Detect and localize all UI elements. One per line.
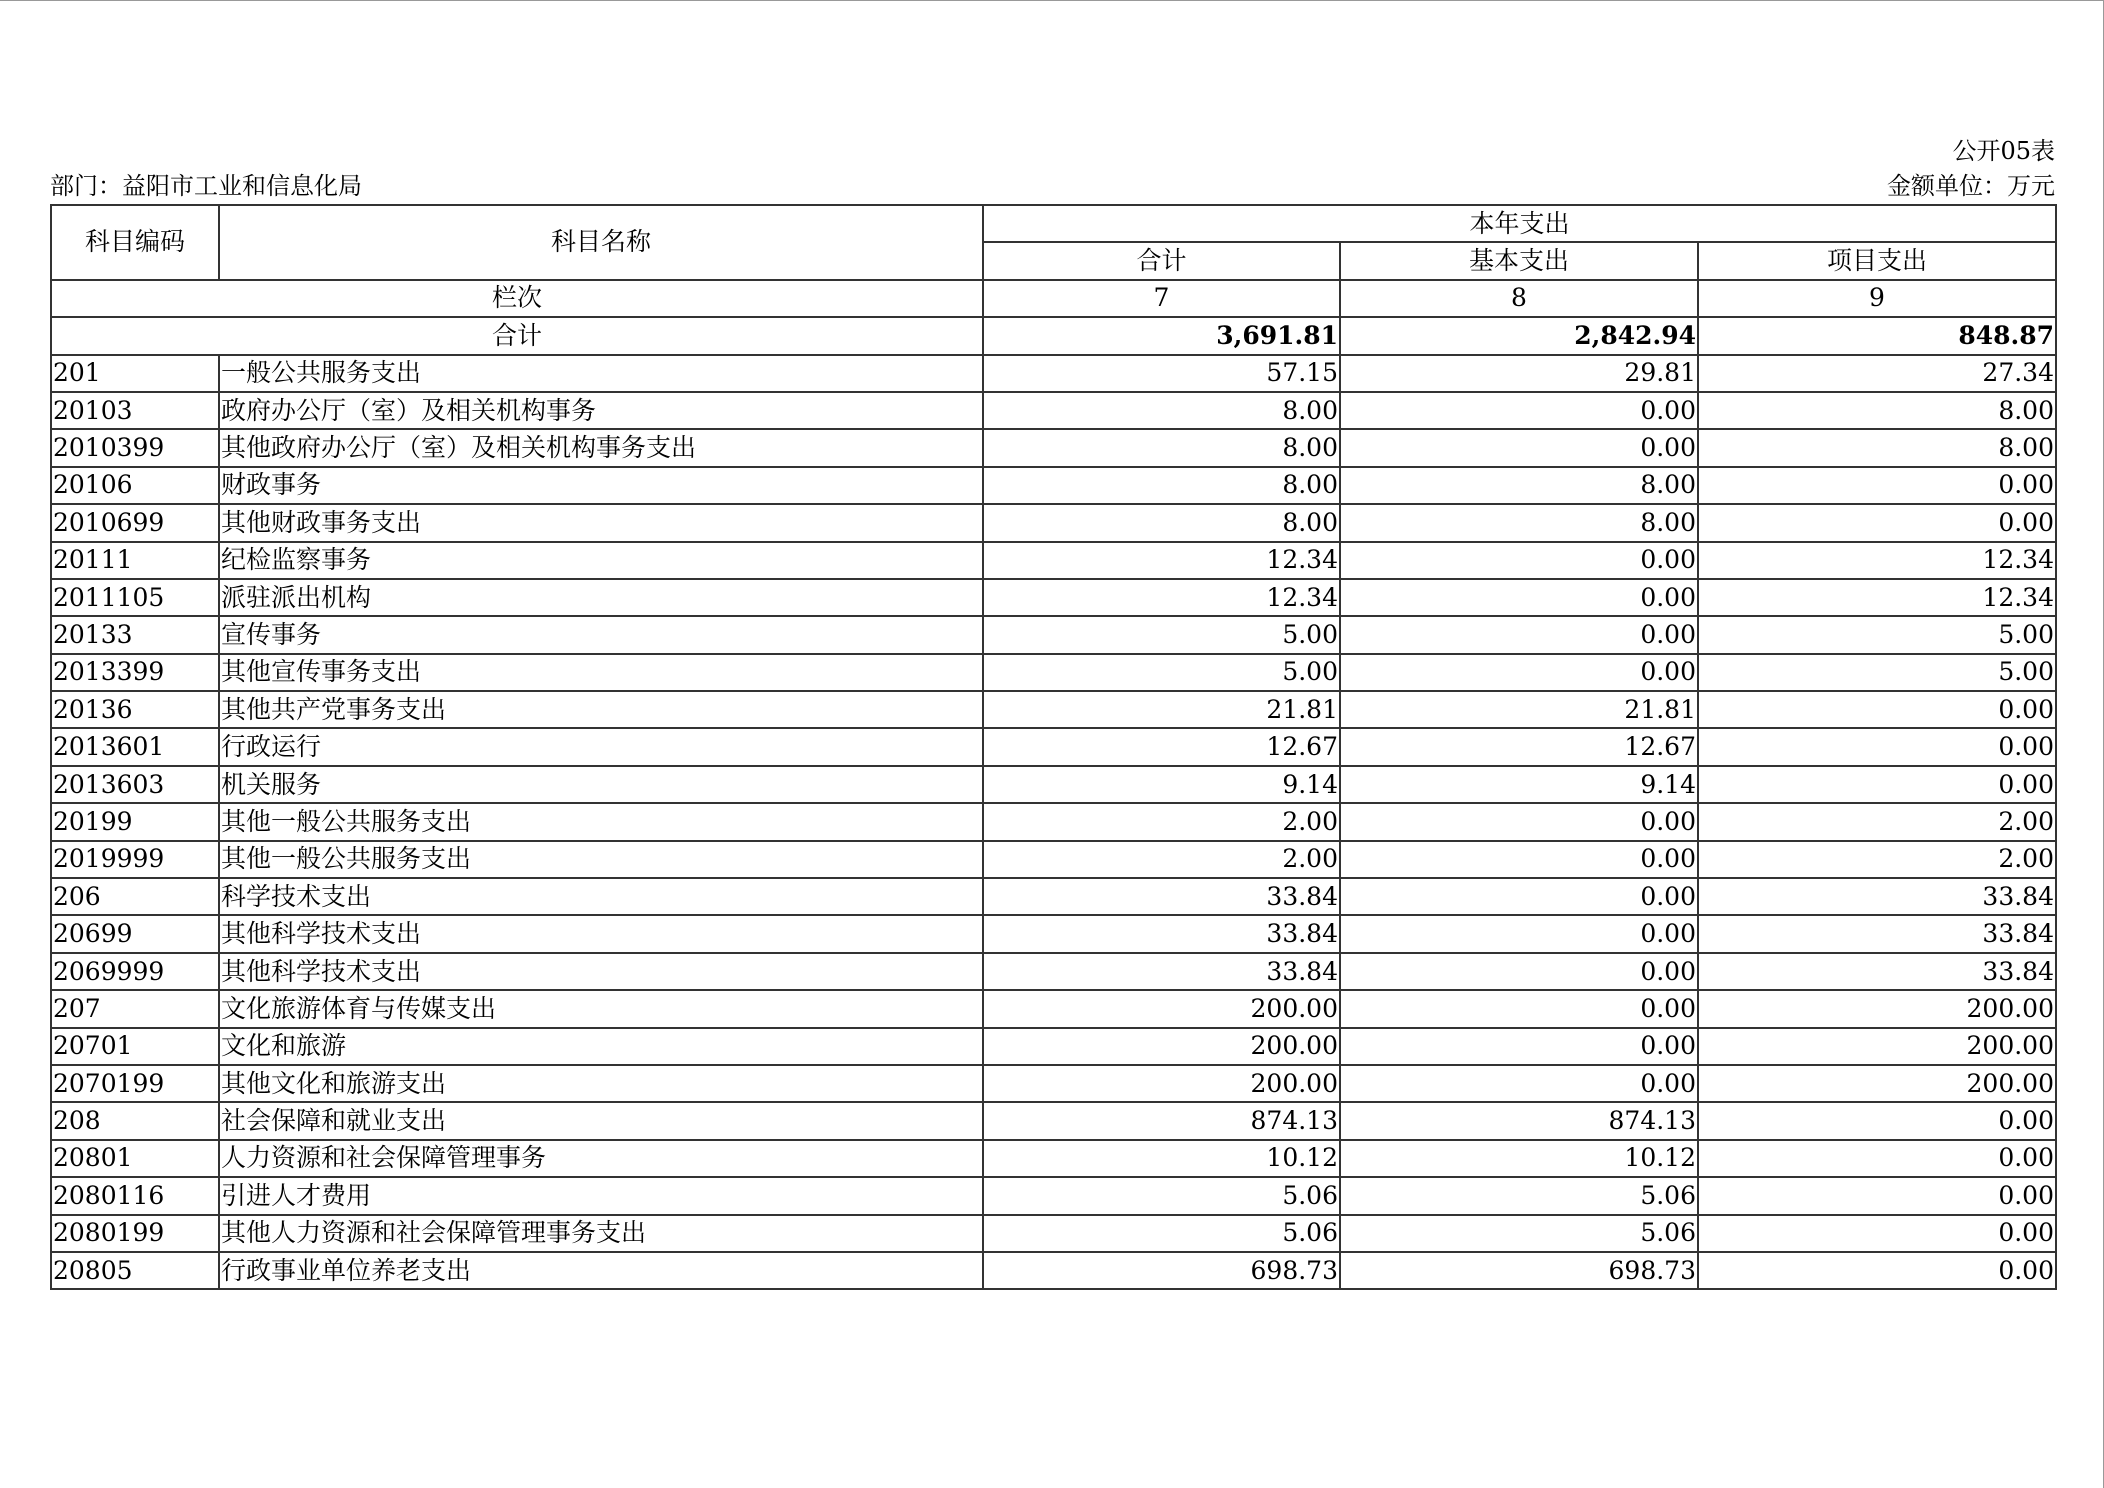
cell-total: 200.00 <box>983 1065 1340 1102</box>
table-row <box>51 803 2056 840</box>
cell-name: 文化和旅游 <box>219 1028 983 1065</box>
cell-name: 其他一般公共服务支出 <box>219 841 983 878</box>
cell-name: 社会保障和就业支出 <box>219 1102 983 1139</box>
cell-project: 2.00 <box>1698 841 2056 878</box>
cell-total: 2.00 <box>983 841 1340 878</box>
header-code: 科目编码 <box>51 205 219 280</box>
cell-code: 2011105 <box>51 579 219 616</box>
cell-name: 科学技术支出 <box>219 878 983 915</box>
cell-code: 20136 <box>51 691 219 728</box>
cell-basic: 0.00 <box>1340 654 1698 691</box>
cell-code: 20199 <box>51 803 219 840</box>
cell-total: 12.34 <box>983 542 1340 579</box>
cell-project: 0.00 <box>1698 467 2056 504</box>
cell-basic: 0.00 <box>1340 841 1698 878</box>
cell-code: 208 <box>51 1102 219 1139</box>
cell-basic: 0.00 <box>1340 915 1698 952</box>
cell-name: 派驻派出机构 <box>219 579 983 616</box>
table-row <box>51 990 2056 1027</box>
cell-total: 33.84 <box>983 953 1340 990</box>
cell-basic: 698.73 <box>1340 1252 1698 1289</box>
column-number-row <box>51 280 2056 317</box>
cell-code: 20701 <box>51 1028 219 1065</box>
cell-name: 文化旅游体育与传媒支出 <box>219 990 983 1027</box>
cell-total: 8.00 <box>983 392 1340 429</box>
cell-project: 0.00 <box>1698 728 2056 765</box>
table-row <box>51 542 2056 579</box>
cell-name: 其他政府办公厅（室）及相关机构事务支出 <box>219 429 983 466</box>
cell-code: 2080116 <box>51 1177 219 1214</box>
cell-basic: 0.00 <box>1340 542 1698 579</box>
cell-code: 2010399 <box>51 429 219 466</box>
cell-basic: 0.00 <box>1340 616 1698 653</box>
cell-total: 8.00 <box>983 467 1340 504</box>
cell-project: 0.00 <box>1698 1102 2056 1139</box>
cell-basic: 0.00 <box>1340 803 1698 840</box>
cell-name: 财政事务 <box>219 467 983 504</box>
table-row <box>51 766 2056 803</box>
table-row <box>51 1140 2056 1177</box>
table-row <box>51 429 2056 466</box>
cell-total: 200.00 <box>983 990 1340 1027</box>
cell-basic: 29.81 <box>1340 355 1698 392</box>
grand-total-project: 848.87 <box>1698 317 2056 354</box>
cell-code: 20133 <box>51 616 219 653</box>
department-label: 部门：益阳市工业和信息化局 <box>50 172 362 200</box>
table-row <box>51 878 2056 915</box>
header-total: 合计 <box>983 242 1340 279</box>
cell-project: 0.00 <box>1698 691 2056 728</box>
table-row <box>51 1065 2056 1102</box>
grand-total-basic: 2,842.94 <box>1340 317 1698 354</box>
cell-basic: 0.00 <box>1340 392 1698 429</box>
table-row <box>51 579 2056 616</box>
cell-basic: 21.81 <box>1340 691 1698 728</box>
header-basic: 基本支出 <box>1340 242 1698 279</box>
table-row <box>51 1215 2056 1252</box>
cell-code: 2013601 <box>51 728 219 765</box>
cell-basic: 5.06 <box>1340 1177 1698 1214</box>
cell-name: 纪检监察事务 <box>219 542 983 579</box>
cell-basic: 0.00 <box>1340 1065 1698 1102</box>
cell-project: 33.84 <box>1698 953 2056 990</box>
table-row <box>51 467 2056 504</box>
cell-basic: 0.00 <box>1340 953 1698 990</box>
cell-total: 33.84 <box>983 915 1340 952</box>
table-row <box>51 1177 2056 1214</box>
cell-project: 2.00 <box>1698 803 2056 840</box>
cell-name: 其他宣传事务支出 <box>219 654 983 691</box>
cell-total: 9.14 <box>983 766 1340 803</box>
table-row <box>51 841 2056 878</box>
cell-code: 206 <box>51 878 219 915</box>
cell-name: 一般公共服务支出 <box>219 355 983 392</box>
cell-name: 宣传事务 <box>219 616 983 653</box>
page-border-top <box>0 0 2104 1</box>
cell-total: 21.81 <box>983 691 1340 728</box>
cell-basic: 874.13 <box>1340 1102 1698 1139</box>
cell-project: 8.00 <box>1698 429 2056 466</box>
column-number-basic: 8 <box>1340 280 1698 317</box>
cell-project: 200.00 <box>1698 1065 2056 1102</box>
cell-total: 5.00 <box>983 616 1340 653</box>
cell-project: 0.00 <box>1698 1140 2056 1177</box>
cell-name: 人力资源和社会保障管理事务 <box>219 1140 983 1177</box>
cell-name: 政府办公厅（室）及相关机构事务 <box>219 392 983 429</box>
cell-total: 200.00 <box>983 1028 1340 1065</box>
cell-code: 20106 <box>51 467 219 504</box>
cell-project: 0.00 <box>1698 504 2056 541</box>
cell-name: 其他一般公共服务支出 <box>219 803 983 840</box>
cell-basic: 0.00 <box>1340 429 1698 466</box>
table-row <box>51 355 2056 392</box>
column-number-total: 7 <box>983 280 1340 317</box>
table-row <box>51 691 2056 728</box>
cell-total: 8.00 <box>983 429 1340 466</box>
cell-project: 0.00 <box>1698 1177 2056 1214</box>
cell-total: 12.67 <box>983 728 1340 765</box>
cell-basic: 0.00 <box>1340 990 1698 1027</box>
cell-total: 33.84 <box>983 878 1340 915</box>
cell-name: 机关服务 <box>219 766 983 803</box>
cell-total: 5.00 <box>983 654 1340 691</box>
cell-total: 5.06 <box>983 1177 1340 1214</box>
table-row <box>51 1102 2056 1139</box>
table-row <box>51 728 2056 765</box>
table-row <box>51 504 2056 541</box>
cell-name: 其他科学技术支出 <box>219 915 983 952</box>
cell-basic: 8.00 <box>1340 504 1698 541</box>
table-row <box>51 392 2056 429</box>
cell-basic: 12.67 <box>1340 728 1698 765</box>
cell-total: 12.34 <box>983 579 1340 616</box>
cell-total: 874.13 <box>983 1102 1340 1139</box>
grand-total-total: 3,691.81 <box>983 317 1340 354</box>
column-number-project: 9 <box>1698 280 2056 317</box>
cell-name: 行政运行 <box>219 728 983 765</box>
column-number-label: 栏次 <box>51 280 983 317</box>
cell-code: 207 <box>51 990 219 1027</box>
cell-code: 2019999 <box>51 841 219 878</box>
cell-code: 2010699 <box>51 504 219 541</box>
cell-total: 2.00 <box>983 803 1340 840</box>
cell-total: 698.73 <box>983 1252 1340 1289</box>
header-name: 科目名称 <box>219 205 983 280</box>
cell-code: 20805 <box>51 1252 219 1289</box>
cell-name: 其他文化和旅游支出 <box>219 1065 983 1102</box>
cell-code: 20111 <box>51 542 219 579</box>
cell-project: 5.00 <box>1698 654 2056 691</box>
amount-unit-label: 金额单位：万元 <box>1887 172 2055 200</box>
grand-total-label: 合计 <box>51 317 983 354</box>
cell-project: 27.34 <box>1698 355 2056 392</box>
cell-basic: 0.00 <box>1340 1028 1698 1065</box>
table-row <box>51 915 2056 952</box>
cell-basic: 10.12 <box>1340 1140 1698 1177</box>
cell-total: 10.12 <box>983 1140 1340 1177</box>
cell-name: 其他科学技术支出 <box>219 953 983 990</box>
table-row <box>51 953 2056 990</box>
table-row <box>51 1028 2056 1065</box>
cell-project: 200.00 <box>1698 990 2056 1027</box>
cell-code: 20801 <box>51 1140 219 1177</box>
cell-name: 其他人力资源和社会保障管理事务支出 <box>219 1215 983 1252</box>
cell-project: 0.00 <box>1698 1252 2056 1289</box>
header-group: 本年支出 <box>983 205 2056 242</box>
cell-basic: 0.00 <box>1340 579 1698 616</box>
cell-total: 5.06 <box>983 1215 1340 1252</box>
cell-project: 33.84 <box>1698 915 2056 952</box>
cell-basic: 9.14 <box>1340 766 1698 803</box>
cell-code: 2080199 <box>51 1215 219 1252</box>
grand-total-row <box>51 317 2056 354</box>
cell-project: 0.00 <box>1698 766 2056 803</box>
cell-name: 引进人才费用 <box>219 1177 983 1214</box>
table-row <box>51 616 2056 653</box>
table-row <box>51 1252 2056 1289</box>
cell-project: 0.00 <box>1698 1215 2056 1252</box>
cell-total: 8.00 <box>983 504 1340 541</box>
form-number: 公开05表 <box>1952 137 2055 165</box>
cell-basic: 8.00 <box>1340 467 1698 504</box>
header-project: 项目支出 <box>1698 242 2056 279</box>
expenditure-table-body <box>51 205 2056 1289</box>
cell-code: 2069999 <box>51 953 219 990</box>
expenditure-table <box>50 204 2057 1290</box>
cell-name: 行政事业单位养老支出 <box>219 1252 983 1289</box>
cell-total: 57.15 <box>983 355 1340 392</box>
cell-name: 其他共产党事务支出 <box>219 691 983 728</box>
cell-code: 2070199 <box>51 1065 219 1102</box>
cell-code: 2013399 <box>51 654 219 691</box>
cell-project: 12.34 <box>1698 542 2056 579</box>
cell-project: 33.84 <box>1698 878 2056 915</box>
cell-code: 201 <box>51 355 219 392</box>
cell-basic: 0.00 <box>1340 878 1698 915</box>
cell-project: 12.34 <box>1698 579 2056 616</box>
cell-code: 20699 <box>51 915 219 952</box>
cell-project: 200.00 <box>1698 1028 2056 1065</box>
cell-project: 8.00 <box>1698 392 2056 429</box>
table-row <box>51 654 2056 691</box>
cell-project: 5.00 <box>1698 616 2056 653</box>
cell-name: 其他财政事务支出 <box>219 504 983 541</box>
cell-code: 20103 <box>51 392 219 429</box>
header-row-1 <box>51 205 2056 242</box>
cell-basic: 5.06 <box>1340 1215 1698 1252</box>
cell-code: 2013603 <box>51 766 219 803</box>
